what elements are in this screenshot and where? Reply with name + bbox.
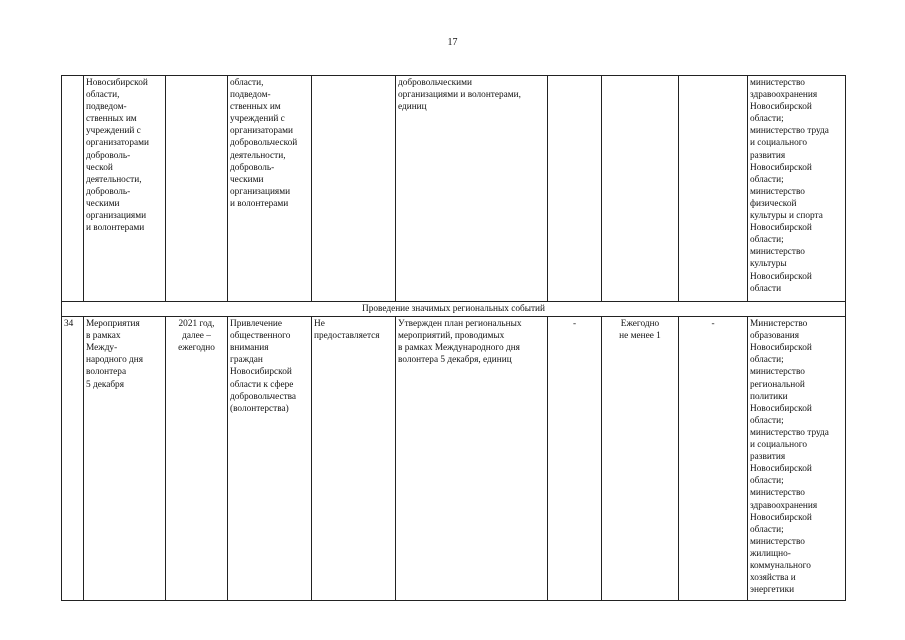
cell-text-line: доброволь- bbox=[86, 186, 131, 197]
page-number: 17 bbox=[447, 37, 458, 48]
cell-event-name bbox=[84, 317, 166, 601]
cell-text-line: единиц bbox=[398, 102, 427, 113]
table-row-continuation bbox=[62, 76, 846, 302]
cell-num: 34 bbox=[62, 317, 84, 601]
cell-text-line: организациями и волонтерами, bbox=[398, 90, 521, 101]
cell-text-line: Новосибирской bbox=[750, 162, 812, 173]
cell-text-line: Новосибирской bbox=[230, 367, 292, 378]
cell-text-line: области; bbox=[750, 235, 784, 246]
section-title: Проведение значимых региональных событий bbox=[62, 302, 846, 317]
cell-text-line: и волонтерами bbox=[230, 198, 289, 209]
cell-text-line: деятельности, bbox=[230, 150, 286, 161]
cell-text-line: общественного bbox=[230, 331, 291, 342]
cell-text-line: предоставляется bbox=[314, 331, 380, 342]
cell-text-line: организациями bbox=[230, 186, 291, 197]
cell-text-line: и волонтерами bbox=[86, 223, 145, 234]
cell-text-line: доброволь- bbox=[230, 162, 275, 173]
cell-text-line: Не bbox=[314, 319, 325, 330]
cell-text-line: ежегодно bbox=[178, 343, 215, 354]
program-table bbox=[61, 75, 846, 601]
cell-text-line: Новосибирской bbox=[750, 271, 812, 282]
cell-text-line: области к сфере bbox=[230, 379, 294, 390]
cell-text-line: Привлечение bbox=[230, 319, 283, 330]
cell-text-line: (волонтерства) bbox=[230, 403, 289, 414]
cell-text-line: области; bbox=[750, 415, 784, 426]
cell-text-line: образования bbox=[750, 331, 800, 342]
cell-text-line: политики bbox=[750, 391, 788, 402]
cell-executors bbox=[748, 317, 846, 601]
cell-text-line: подведом- bbox=[230, 90, 271, 101]
cell-text-line: коммунального bbox=[750, 560, 811, 571]
cell-value-1 bbox=[548, 76, 602, 302]
cell-text-line: в рамках Международного дня bbox=[398, 343, 520, 354]
cell-text-line: - bbox=[572, 319, 577, 330]
cell-text-line: области; bbox=[750, 174, 784, 185]
cell-text-line: ческими bbox=[86, 198, 120, 209]
cell-text-line: министерство bbox=[750, 536, 805, 547]
cell-text-line: области; bbox=[750, 114, 784, 125]
cell-value-3 bbox=[679, 317, 748, 601]
cell-text-line: далее – bbox=[182, 331, 211, 342]
cell-text-line: и социального bbox=[750, 138, 807, 149]
table-row-34 bbox=[62, 317, 846, 601]
cell-text-line: министерство труда bbox=[750, 126, 829, 137]
cell-text-line: и социального bbox=[750, 440, 807, 451]
cell-text-line: физической bbox=[750, 198, 797, 209]
cell-text-line: Новосибирской bbox=[750, 223, 812, 234]
cell-text-line: волонтера bbox=[86, 367, 127, 378]
cell-text-line: области, bbox=[230, 78, 264, 88]
cell-text-line: ческой bbox=[86, 162, 113, 173]
cell-text-line: министерство bbox=[750, 186, 805, 197]
cell-text-line: внимания bbox=[230, 343, 269, 354]
cell-goal bbox=[228, 76, 312, 302]
cell-value-3 bbox=[679, 76, 748, 302]
cell-text-line: Новосибирской bbox=[750, 464, 812, 475]
cell-indicator bbox=[396, 317, 548, 601]
cell-text-line: граждан bbox=[230, 355, 263, 366]
cell-text-line: энергетики bbox=[750, 585, 795, 596]
cell-text-line: здравоохранения bbox=[750, 90, 818, 101]
cell-text-line: здравоохранения bbox=[750, 500, 818, 511]
cell-text-line: развития bbox=[750, 150, 786, 161]
cell-text-line: ственных им bbox=[86, 114, 137, 125]
cell-text-line: 2021 год, bbox=[178, 319, 215, 330]
cell-text-line: области; bbox=[750, 476, 784, 487]
cell-goal bbox=[228, 317, 312, 601]
cell-text-line: не менее 1 bbox=[619, 331, 661, 342]
cell-text-line: министерство труда bbox=[750, 427, 829, 438]
cell-text-line: народного дня bbox=[86, 355, 144, 366]
cell-text-line: министерство bbox=[750, 78, 805, 88]
cell-text-line: министерство bbox=[750, 247, 805, 258]
cell-text-line: мероприятий, проводимых bbox=[398, 331, 505, 342]
cell-text-line: области; bbox=[750, 355, 784, 366]
cell-text-line: волонтера 5 декабря, единиц bbox=[398, 355, 512, 366]
cell-text-line: хозяйства и bbox=[750, 573, 796, 584]
cell-text-line: Ежегодно bbox=[620, 319, 660, 330]
cell-text-line: деятельности, bbox=[86, 174, 142, 185]
cell-text-line: Между- bbox=[86, 343, 118, 354]
cell-term bbox=[166, 317, 228, 601]
cell-text-line: учреждений с bbox=[86, 126, 141, 137]
cell-text-line: Новосибирской bbox=[750, 102, 812, 113]
cell-funding bbox=[312, 76, 396, 302]
cell-text-line: Новосибирской bbox=[750, 512, 812, 523]
cell-value-1 bbox=[548, 317, 602, 601]
cell-text-line: учреждений с bbox=[230, 114, 285, 125]
cell-term bbox=[166, 76, 228, 302]
cell-text-line: в рамках bbox=[86, 331, 121, 342]
cell-text-line: Министерство bbox=[750, 319, 808, 330]
cell-text-line: Новосибирской bbox=[86, 78, 148, 88]
cell-text-line: 5 декабря bbox=[86, 379, 124, 390]
cell-text-line: области, bbox=[86, 90, 120, 101]
cell-text-line: Мероприятия bbox=[86, 319, 140, 330]
section-header-row bbox=[62, 302, 846, 317]
cell-text-line: культуры bbox=[750, 259, 787, 270]
cell-text-line: жилищно- bbox=[750, 548, 791, 559]
cell-value-2 bbox=[602, 76, 679, 302]
cell-text-line: организаторами bbox=[230, 126, 293, 137]
cell-text-line: добровольческой bbox=[230, 138, 298, 149]
cell-text-line: организациями bbox=[86, 211, 147, 222]
cell-text-line: области; bbox=[750, 524, 784, 535]
cell-text-line: организаторами bbox=[86, 138, 149, 149]
cell-text-line: добровольческими bbox=[398, 78, 472, 88]
cell-text-line: министерство bbox=[750, 367, 805, 378]
cell-text-line: ческими bbox=[230, 174, 264, 185]
cell-text-line: добровольчества bbox=[230, 391, 297, 402]
cell-text-line: области bbox=[750, 283, 782, 294]
cell-text-line: ственных им bbox=[230, 102, 281, 113]
cell-text-line: - bbox=[711, 319, 715, 330]
cell-executors bbox=[748, 76, 846, 302]
cell-text-line: Утвержден план региональных bbox=[398, 319, 522, 330]
cell-num bbox=[62, 76, 84, 302]
cell-indicator bbox=[396, 76, 548, 302]
cell-text-line: подведом- bbox=[86, 102, 127, 113]
cell-event-name bbox=[84, 76, 166, 302]
cell-text-line: культуры и спорта bbox=[750, 211, 823, 222]
cell-text-line: развития bbox=[750, 452, 786, 463]
cell-text-line: Новосибирской bbox=[750, 343, 812, 354]
cell-text-line: доброволь- bbox=[86, 150, 131, 161]
cell-value-2 bbox=[602, 317, 679, 601]
cell-funding bbox=[312, 317, 396, 601]
cell-text-line: Новосибирской bbox=[750, 403, 812, 414]
cell-text-line: региональной bbox=[750, 379, 805, 390]
cell-text-line: министерство bbox=[750, 488, 805, 499]
